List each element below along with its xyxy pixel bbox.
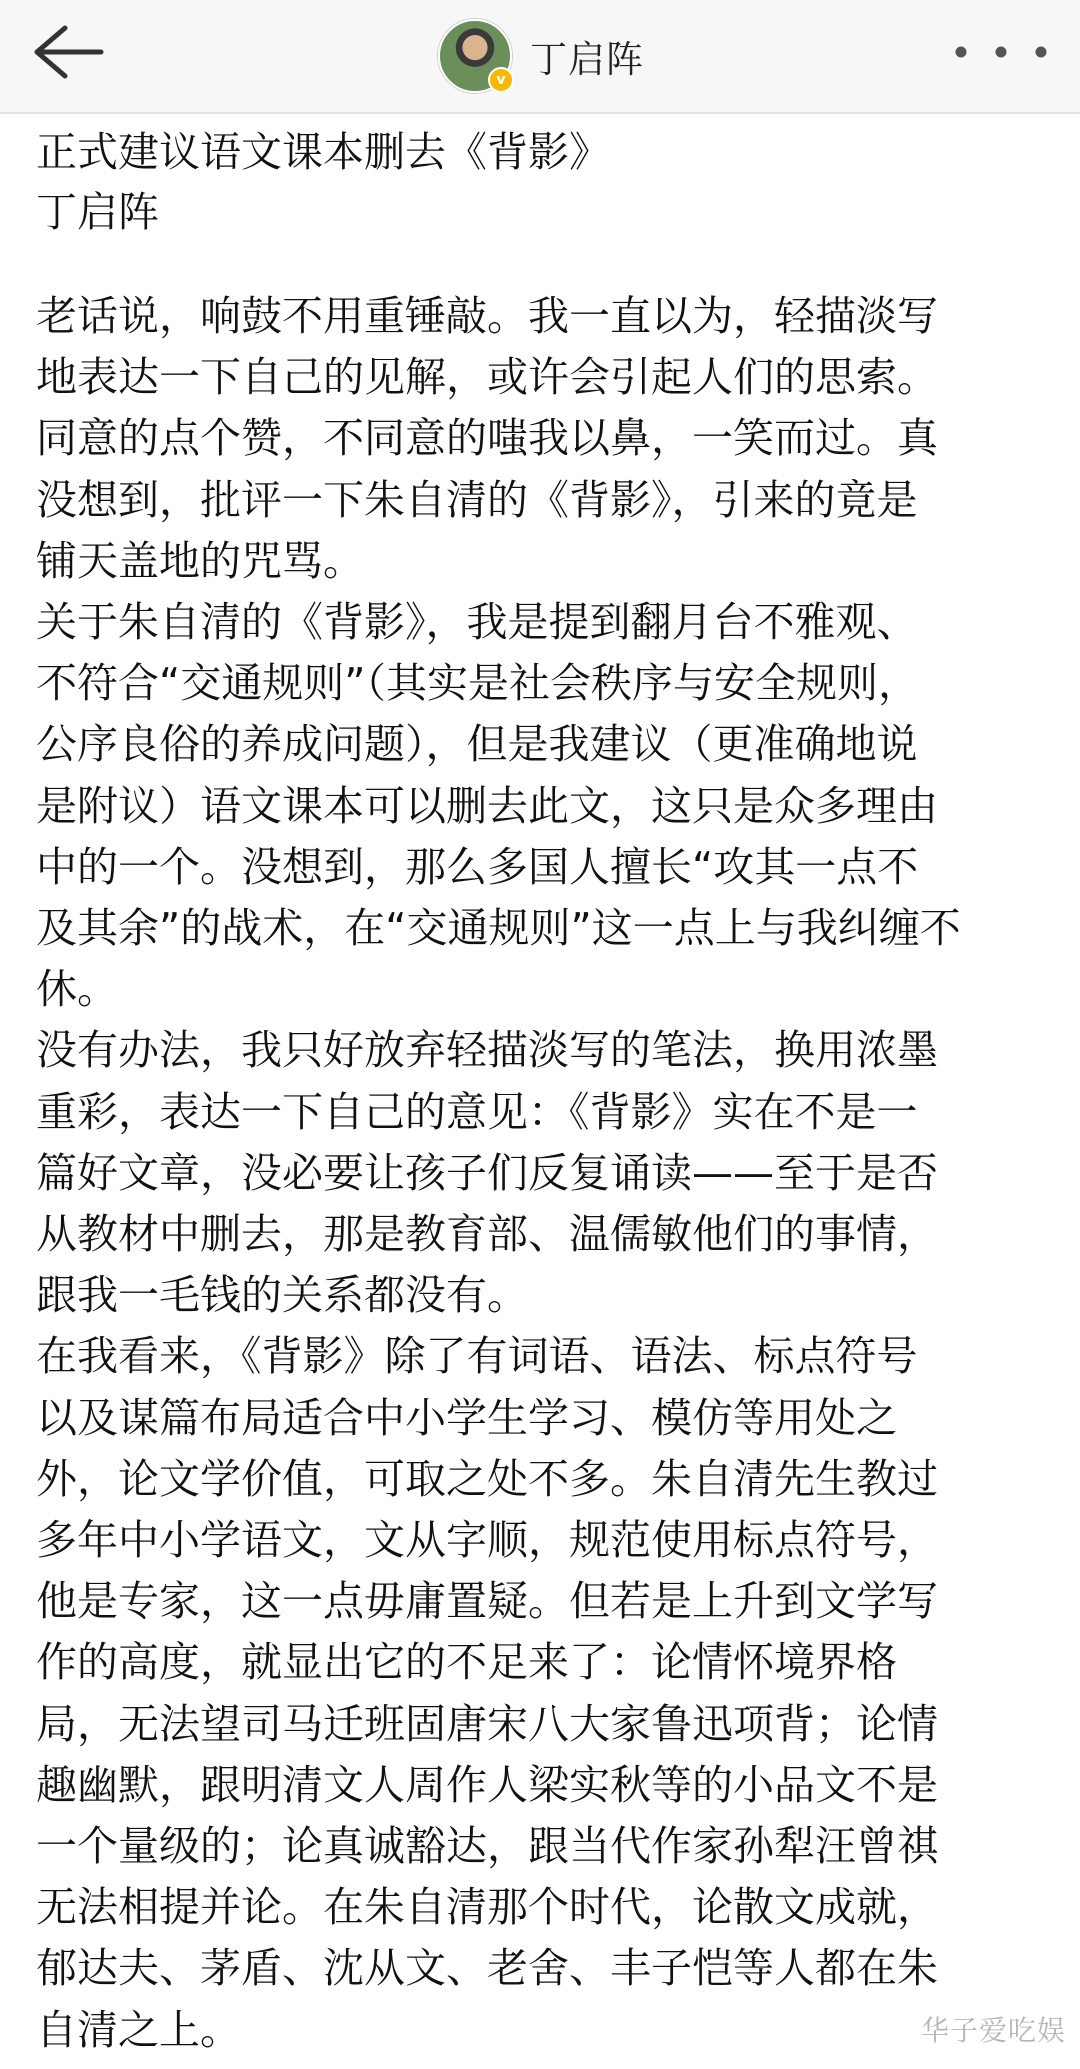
more-button[interactable] <box>946 28 1056 76</box>
paragraph-line: 作的高度，就显出它的不足来了：论情怀境界格 <box>36 1638 897 1687</box>
paragraph-line: 不符合“交通规则”（其实是社会秩序与安全规则， <box>36 659 919 708</box>
paragraph-line: 没想到，批评一下朱自清的《背影》，引来的竟是 <box>36 475 918 524</box>
paragraph-line: 中的一个。没想到，那么多国人擅长“攻其一点不 <box>36 842 919 891</box>
paragraph-line: 关于朱自清的《背影》，我是提到翻月台不雅观、 <box>36 598 918 647</box>
article-byline: 丁启阵 <box>36 188 159 236</box>
paragraph-line: 外，论文学价值，可取之处不多。朱自清先生教过 <box>36 1454 938 1503</box>
top-bar <box>0 0 1080 114</box>
paragraph-line: 以及谋篇布局适合中小学生学习、模仿等用处之 <box>36 1393 897 1442</box>
paragraph-line: 重彩，表达一下自己的意见：《背影》实在不是一 <box>36 1087 918 1136</box>
article-title: 正式建议语文课本删去《背影》 <box>36 128 610 176</box>
paragraph-line: 地表达一下自己的见解，或许会引起人们的思索。 <box>36 353 938 402</box>
paragraph <box>36 1326 1046 2060</box>
paragraph-line: 趣幽默，跟明清文人周作人梁实秋等的小品文不是 <box>36 1760 938 1809</box>
article-paragraphs <box>36 286 1046 2061</box>
paragraph-line: 他是专家，这一点毋庸置疑。但若是上升到文学写 <box>36 1577 938 1626</box>
paragraph-line: 老话说，响鼓不用重锤敲。我一直以为，轻描淡写 <box>36 292 938 340</box>
article-body <box>36 122 1046 2061</box>
paragraph-line: 公序良俗的养成问题），但是我建议（更准确地说 <box>36 720 918 769</box>
paragraph-line: 无法相提并论。在朱自清那个时代，论散文成就， <box>36 1883 938 1932</box>
paragraph <box>36 1020 1046 1326</box>
paragraph-line: 在我看来，《背影》除了有词语、语法、标点符号 <box>36 1332 918 1381</box>
paragraph-line: 篇好文章，没必要让孩子们反复诵读——至于是否 <box>36 1148 938 1197</box>
paragraph-line: 一个量级的；论真诚豁达，跟当代作家孙犁汪曾祺 <box>36 1822 938 1871</box>
watermark: 华子爱吃娱 <box>920 2014 1066 2047</box>
spacer <box>36 242 1046 286</box>
paragraph-line: 没有办法，我只好放弃轻描淡写的笔法，换用浓墨 <box>36 1026 938 1075</box>
paragraph-line: 休。 <box>36 965 118 1014</box>
paragraph-line: 多年中小学语文，文从字顺，规范使用标点符号， <box>36 1516 938 1565</box>
paragraph <box>36 592 1046 1020</box>
more-dots-icon <box>949 42 1053 62</box>
paragraph-line: 从教材中删去，那是教育部、温儒敏他们的事情， <box>36 1210 938 1259</box>
author-name[interactable]: 丁启阵 <box>530 38 644 81</box>
paragraph-line: 铺天盖地的咒骂。 <box>36 536 364 585</box>
paragraph-line: 跟我一毛钱的关系都没有。 <box>36 1271 528 1320</box>
paragraph-line: 是附议）语文课本可以删去此文，这只是众多理由 <box>36 781 938 830</box>
paragraph-line: 郁达夫、茅盾、沈从文、老舍、丰子恺等人都在朱 <box>36 1944 938 1993</box>
paragraph <box>36 286 1046 592</box>
back-button[interactable] <box>22 14 112 90</box>
paragraph-line: 及其余”的战术，在“交通规则”这一点上与我纠缠不 <box>36 904 961 953</box>
author-info[interactable] <box>438 12 644 100</box>
paragraph-line: 局，无法望司马迁班固唐宋八大家鲁迅项背；论情 <box>36 1699 938 1748</box>
paragraph-line: 同意的点个赞，不同意的嗤我以鼻，一笑而过。真 <box>36 414 938 463</box>
arrow-left-icon <box>29 22 105 82</box>
paragraph-line: 自清之上。 <box>36 2005 241 2054</box>
verified-badge: v <box>488 67 514 93</box>
avatar[interactable] <box>438 19 512 93</box>
